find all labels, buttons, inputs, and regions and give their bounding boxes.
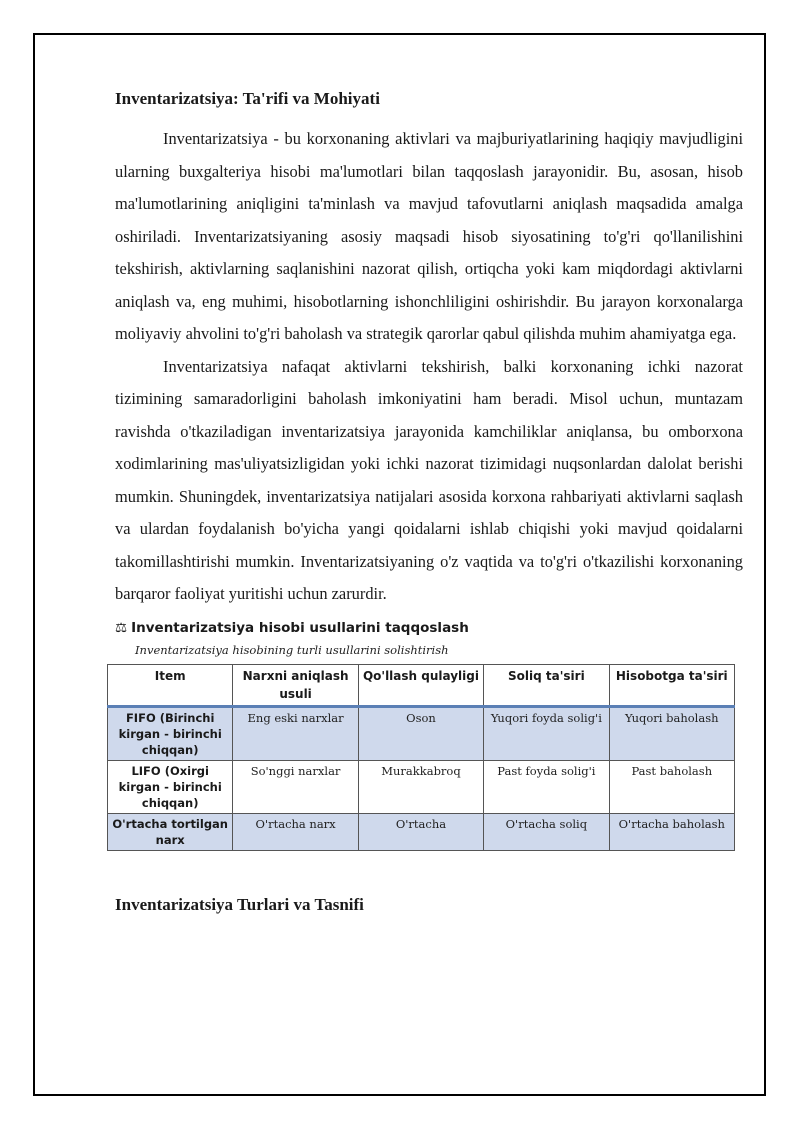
table-title	[115, 618, 743, 638]
table-cell: Past baholash	[609, 760, 734, 813]
comparison-table-block	[112, 618, 743, 851]
table-cell: O'rtacha soliq	[484, 813, 609, 850]
column-header: Hisobotga ta'siri	[609, 664, 734, 706]
document-body	[112, 87, 743, 929]
table-cell: O'rtacha	[358, 813, 483, 850]
column-header: Qo'llash qulayligi	[358, 664, 483, 706]
column-header: Narxni aniqlash usuli	[233, 664, 358, 706]
table-cell: O'rtacha baholash	[609, 813, 734, 850]
table-cell: Murakkabroq	[358, 760, 483, 813]
column-header: Soliq ta'siri	[484, 664, 609, 706]
column-header: Item	[108, 664, 233, 706]
table-cell: Oson	[358, 706, 483, 760]
table-row	[108, 706, 735, 760]
row-label: FIFO (Birinchi kirgan - birinchi chiqqan)	[108, 706, 233, 760]
table-subtitle: Inventarizatsiya hisobining turli usullarini solishtirish	[135, 642, 449, 657]
table-cell: Yuqori baholash	[609, 706, 734, 760]
table-cell: So'nggi narxlar	[233, 760, 358, 813]
table-title-text: Inventarizatsiya hisobi usullarini taqqoslash	[131, 619, 469, 636]
table-row	[108, 813, 735, 850]
table-header-row	[108, 664, 735, 706]
table-cell: Past foyda solig'i	[484, 760, 609, 813]
row-label: LIFO (Oxirgi kirgan - birinchi chiqqan)	[108, 760, 233, 813]
table-cell: Yuqori foyda solig'i	[484, 706, 609, 760]
row-label: O'rtacha tortilgan narx	[108, 813, 233, 850]
section-heading-types: Inventarizatsiya Turlari va Tasnifi	[115, 894, 364, 914]
scale-icon: ⚖	[115, 619, 128, 636]
table-cell: Eng eski narxlar	[233, 706, 358, 760]
section-heading-definition: Inventarizatsiya: Ta'rifi va Mohiyati	[115, 89, 380, 108]
table-cell: O'rtacha narx	[233, 813, 358, 850]
comparison-table	[107, 664, 735, 851]
paragraph-definition: Inventarizatsiya - bu korxonaning aktivlari va majburiyatlarining haqiqiy mavjudligini ularning buxgalteriya hisobi ma'lumotlari bilan taqqoslash jarayonidir. Bu, asosan, hisob ma'lumotlarining aniqligini ta'minlash va mavjud tafovutlarni aniqlash maqsadida amalga oshiriladi. Inventarizatsiyaning asosiy maqsadi hisob siyosatining to'g'ri qo'llanilishini tekshirish, aktivlarning saqlanishini nazorat qilish, ortiqcha yoki kam miqdordagi aktivlarni aniqlash va, eng muhimi, hisobotlarning ishonchliligini oshirishdir. Bu jarayon korxonalarga moliyaviy ahvolini to'g'ri baholash va strategik qarorlar qabul qilishda muhim ahamiyatga ega.	[115, 129, 743, 343]
paragraph-internal-control: Inventarizatsiya nafaqat aktivlarni tekshirish, balki korxonaning ichki nazorat tizimining samaradorligini baholash imkoniyatini ham beradi. Misol uchun, muntazam ravishda o'tkaziladigan inventarizatsiya jarayonida kamchiliklar aniqlansa, bu omborxona xodimlarining mas'uliyatsizligidan yoki ichki nazorat tizimidagi nuqsonlardan dalolat berishi mumkin. Shuningdek, inventarizatsiya natijalari asosida korxona rahbariyati aktivlarni saqlash va ulardan foydalanish bo'yicha yangi qoidalarni ishlab chiqishi yoki mavjud qoidalarni takomillashtirishi mumkin. Inventarizatsiyaning o'z vaqtida va to'g'ri o'tkazilishi korxonaning barqaror faoliyat yuritishi uchun zarurdir.	[115, 356, 743, 603]
table-row	[108, 760, 735, 813]
